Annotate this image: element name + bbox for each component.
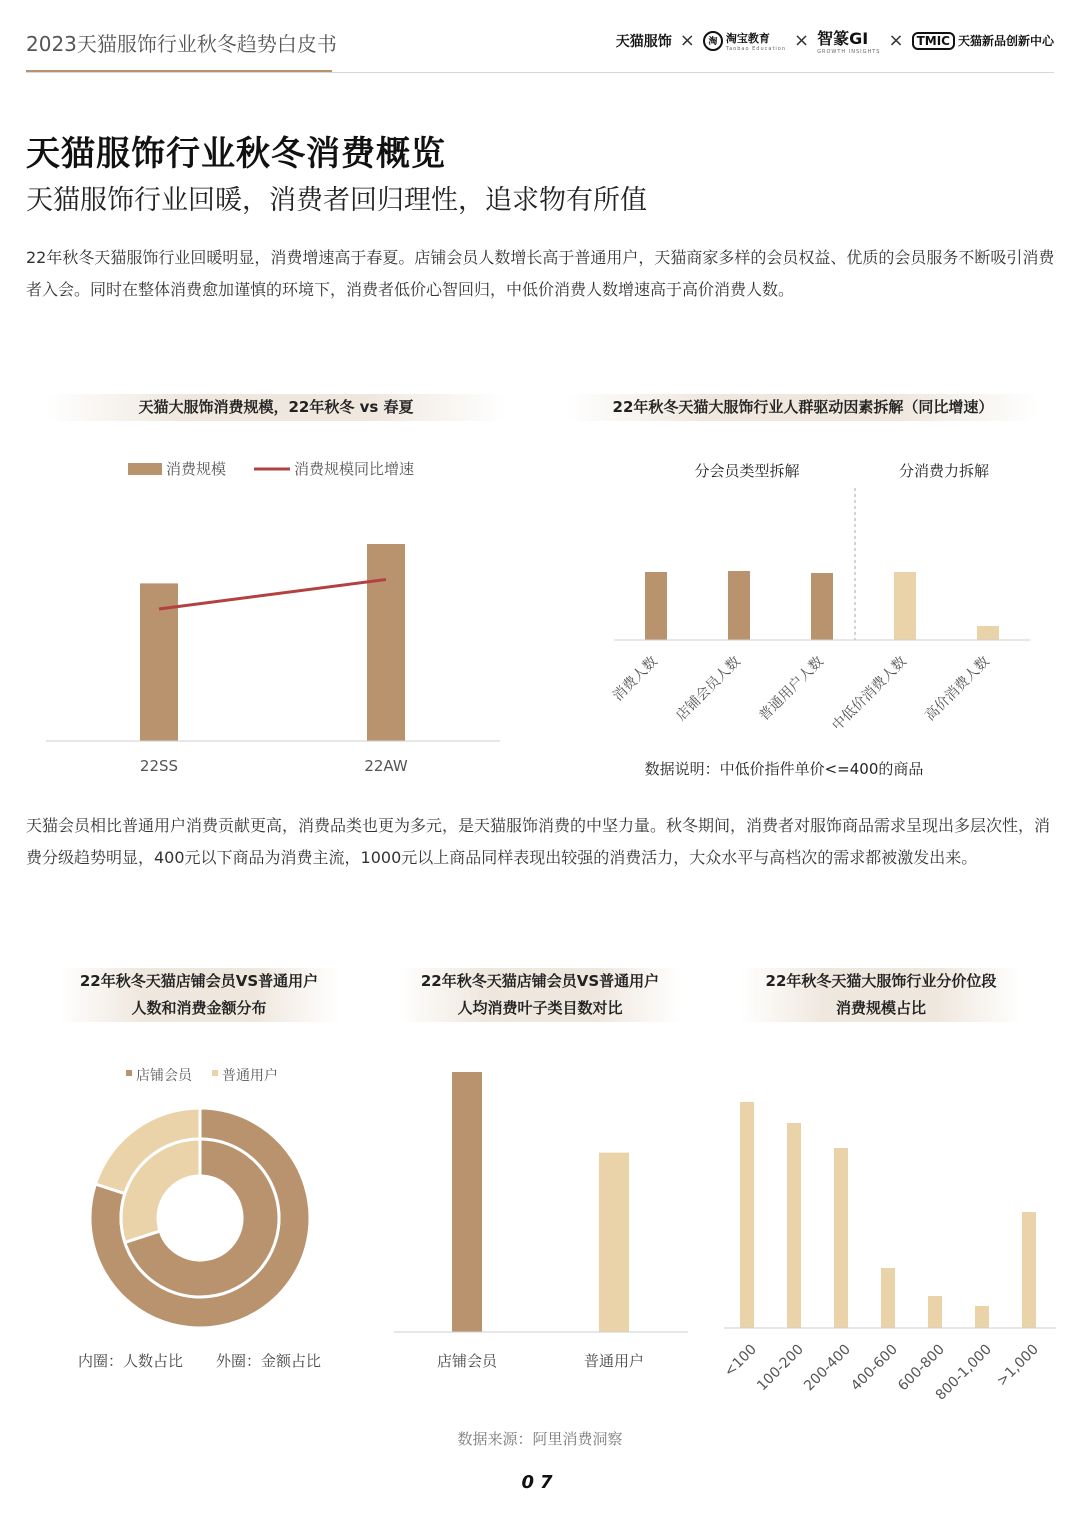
chart5-title-line2: 消费规模占比 [835,999,926,1017]
data-source: 数据来源：阿里消费洞察 [457,1430,623,1448]
group-label-member-type: 分会员类型拆解 [694,462,800,480]
x-tick-regular: 普通用户 [583,1352,645,1370]
tmall-fashion-logo: 天猫服饰 [615,33,672,50]
chart2-data-note: 数据说明：中低价指件单价<=400的商品 [644,760,924,778]
chart4-title-line2: 人均消费叶子类目数对比 [457,999,623,1017]
x-tick-3: 中低价消费人数 [829,653,910,735]
growth-line [159,579,386,609]
x-tick-4: 高价消费人数 [922,653,993,725]
legend-swatch-scale [128,463,162,475]
chart1-consumption-scale [26,440,526,790]
x-tick-6: >1,000 [993,1341,1042,1390]
taobao-circle-icon: 淘 [703,31,723,51]
separator-x: × [679,30,695,51]
legend-swatch-member [126,1070,132,1076]
bar-0 [740,1102,754,1328]
x-tick-22ss: 22SS [139,757,179,775]
chart4-title-line1: 22年秋冬天猫店铺会员VS普通用户 [420,972,660,990]
bar-5 [975,1306,989,1328]
page-number: 07 [521,1472,559,1493]
separator-x: × [794,30,810,51]
bar-1 [599,1153,629,1332]
x-tick-5: 800-1,000 [932,1341,995,1404]
chart2-driver-breakdown [596,450,1046,790]
legend-label-growth: 消费规模同比增速 [294,460,415,478]
bar-2 [834,1148,848,1328]
intro-paragraph: 22年秋冬天猫服饰行业回暖明显，消费增速高于春夏。店铺会员人数增长高于普通用户，天猫商家多样的会员权益、优质的会员服务不断吸引消费者入会。同时在整体消费愈加谨慎的环境下，消费者低价心智回归，中低价消费人数增速高于高价消费人数。 [26,248,1055,299]
bar-6 [1022,1212,1036,1328]
x-tick-0: <100 [721,1341,760,1381]
bar-1 [787,1123,801,1328]
taobao-education-logo: 淘 淘宝教育 Taobao Education [703,30,786,52]
chart5-title-line1: 22年秋冬天猫大服饰行业分价位段 [765,972,997,990]
x-tick-22aw: 22AW [364,757,408,775]
x-tick-1: 100-200 [754,1341,807,1395]
bar-0 [452,1072,482,1332]
bar-4 [928,1296,942,1328]
chart5-price-tier-share [716,1060,1066,1420]
legend-label-regular: 普通用户 [222,1068,278,1084]
x-tick-0: 消费人数 [609,653,661,705]
bar-0 [645,572,667,640]
page-title: 天猫服饰行业秋冬消费概览 [26,134,446,174]
zhizhuan-gi-logo: 智篆GI GROWTH INSIGHTS [817,29,881,55]
chart3-title-line1: 22年秋冬天猫店铺会员VS普通用户 [79,972,319,990]
legend-swatch-regular [212,1070,218,1076]
chart4-leaf-category-count [390,1060,700,1380]
legend-label-scale: 消费规模 [166,460,227,478]
x-tick-4: 600-800 [895,1341,948,1395]
bar-1 [728,571,750,640]
chart4-title [398,968,682,1022]
chart3-member-donut [60,1060,350,1380]
legend-label-member: 店铺会员 [136,1068,192,1084]
bar-3 [894,572,916,640]
x-tick-2: 200-400 [801,1341,854,1395]
middle-paragraph: 天猫会员相比普通用户消费贡献更高，消费品类也更为多元，是天猫服饰消费的中坚力量。秋冬期间，消费者对服饰商品需求呈现出多层次性，消费分级趋势明显，400元以下商品为消费主流，1000元以上商品同样表现出较强的消费活力，大众水平与高档次的需求都被激发出来。 [26,816,1051,867]
separator-x: × [888,30,904,51]
tmic-box: TMIC [912,32,955,50]
chart1-title: 天猫大服饰消费规模，22年秋冬 vs 春夏 [46,394,506,421]
tmic-logo: TMIC 天猫新品创新中心 [912,32,1054,50]
chart2-title: 22年秋冬天猫大服饰行业人群驱动因素拆解（同比增速） [566,394,1040,421]
caption-outer: 外圈：金额占比 [216,1352,322,1370]
bar-3 [881,1268,895,1328]
x-tick-2: 普通用户人数 [756,653,827,725]
x-tick-1: 店铺会员人数 [673,653,744,725]
header-divider [26,72,1054,73]
bar-22aw [367,544,405,741]
bar-4 [977,626,999,640]
chart3-title-line2: 人数和消费金额分布 [131,999,267,1017]
chart3-title [58,968,340,1022]
group-label-spending-power: 分消费力拆解 [898,462,990,480]
page-subtitle: 天猫服饰行业回暖，消费者回归理性，追求物有所值 [26,185,647,216]
document-title: 2023天猫服饰行业秋冬趋势白皮书 [26,32,337,56]
x-tick-3: 400-600 [848,1341,901,1395]
caption-inner: 内圈：人数占比 [78,1352,184,1370]
bar-2 [811,573,833,640]
partner-logos [616,26,1054,55]
x-tick-member: 店铺会员 [436,1352,498,1370]
chart5-title [740,968,1022,1022]
